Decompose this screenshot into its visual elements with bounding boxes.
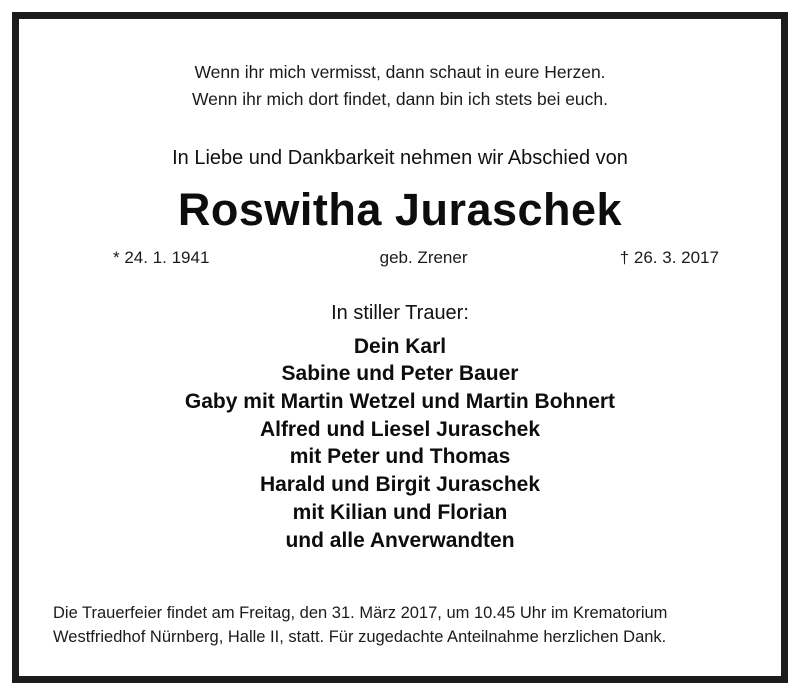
mourner-line: Alfred und Liesel Juraschek <box>259 417 541 441</box>
verse-block <box>53 59 747 113</box>
deceased-name: Roswitha Juraschek <box>177 184 623 236</box>
mourning-lead: In stiller Trauer: <box>331 301 469 324</box>
dates-row <box>53 248 747 268</box>
intro-text: In Liebe und Dankbarkeit nehmen wir Abschied von <box>172 147 628 170</box>
mourner-line: mit Kilian und Florian <box>292 500 508 524</box>
mourner-line: Sabine und Peter Bauer <box>281 362 519 386</box>
mourner-line: Dein Karl <box>353 334 447 358</box>
mourners-block <box>53 302 747 555</box>
service-notice: Die Trauerfeier findet am Freitag, den 31. März 2017, um 10.45 Uhr im Krematorium Westfriedhof Nürnberg, Halle II, statt. Für zugedachte Anteilnahme herzlichen Dank. <box>53 604 668 647</box>
death-date: † 26. 3. 2017 <box>619 247 719 267</box>
maiden-name: geb. Zrener <box>379 247 468 267</box>
mourner-line: und alle Anverwandten <box>285 528 515 552</box>
mourner-line: Gaby mit Martin Wetzel und Martin Bohnert <box>184 389 616 413</box>
obituary-content <box>19 19 781 676</box>
birth-date: * 24. 1. 1941 <box>113 247 210 267</box>
verse-line-1: Wenn ihr mich vermisst, dann schaut in eure Herzen. <box>194 62 606 82</box>
mourner-line: mit Peter und Thomas <box>289 445 511 469</box>
mourner-line: Harald und Birgit Juraschek <box>259 473 541 497</box>
verse-line-2: Wenn ihr mich dort findet, dann bin ich stets bei euch. <box>191 89 609 110</box>
obituary-card <box>12 12 788 683</box>
